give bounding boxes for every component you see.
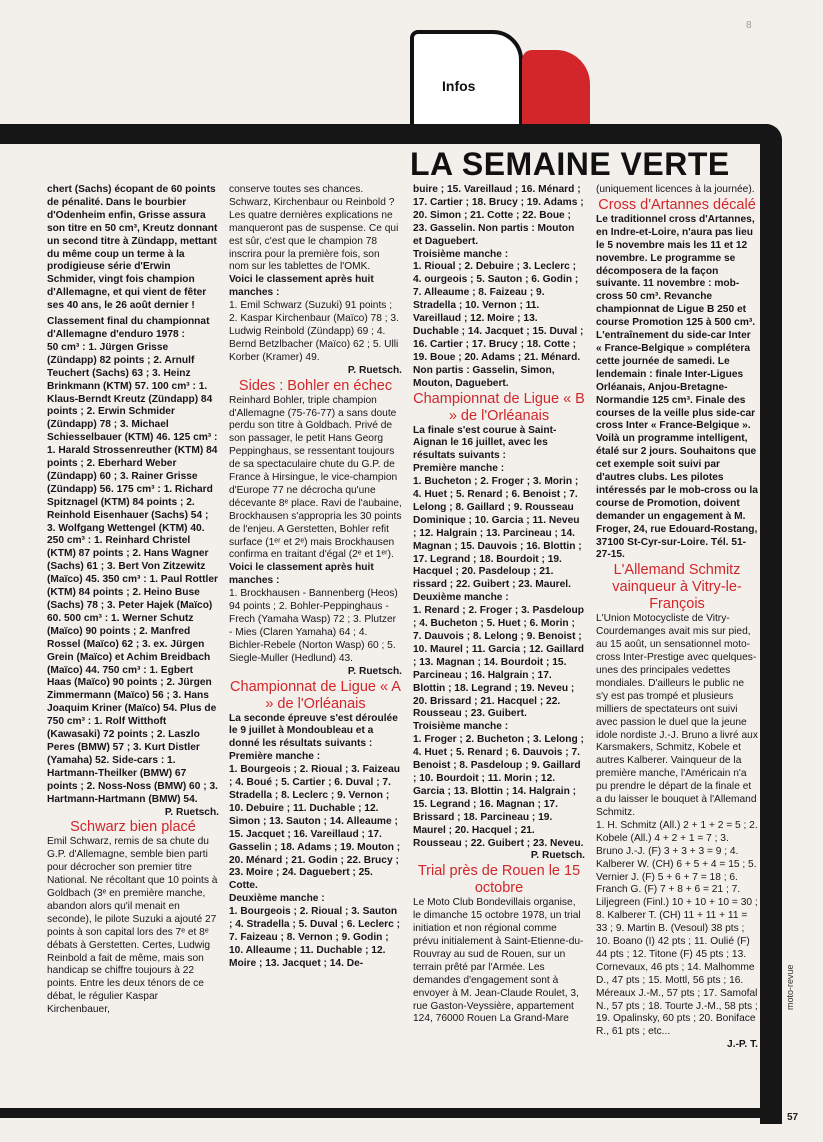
byline: P. Ruetsch. <box>530 850 585 862</box>
column-3 <box>413 184 585 1104</box>
article-text: Emil Schwarz, remis de sa chute du G.P. d'Allemagne, semble bien parti pour décrocher son premier titre National. Ne récoltant que 10 points à Goldbach (3ᵉ en première manche, abandon alors qu'il menait en seconde), le pilote Suzuki a ajouté 27 points à son capital lors des 7ᵉ et 8ᵉ débats à Gerstetten. Certes, Ludwig Reinbold a fait de même, mais son handicap se chiffre toujours à 22 points. Entre les deux ténors de ce débat, le régulier Kaspar Kirchenbauer, <box>47 836 218 1016</box>
article-text: conserve toutes ses chances. Schwarz, Kirchenbaur ou Reinbold ? Les quatre dernières explications ne manqueront pas de suspense. Ce qui est sûr, c'est que le champion 78 inscrira pour la première fois, son nom sur les tablettes de l'OMK. <box>229 184 399 273</box>
article-heading: Schwarz bien placé <box>70 819 196 836</box>
magazine-side-caption: moto-revue <box>785 964 795 1010</box>
article-heading: Championnat de Ligue « B » de l'Orléanais <box>413 390 585 424</box>
column-4 <box>596 184 758 1104</box>
page-number: 57 <box>787 1112 799 1123</box>
right-border-bar <box>760 124 782 1124</box>
results-list: 1. H. Schmitz (All.) 2 + 1 + 2 = 5 ; 2. Kobele (All.) 4 + 2 + 1 = 7 ; 3. Bruno J.-J. (F) 3 + 3 + 3 = 9 ; 4. Kalberer W. (CH) 6 + 5 + 4 = 15 ; 5. Vernier J. (F) 5 + 6 + 7 = 18 ; 6. Franch G. (F) 7 + 8 + 6 = 21 ; 7. Liljegreen (Finl.) 10 + 10 + 10 = 30 ; 8. Kalberer T. (CH) 11 + 11 + 11 = 33 ; 9. Martin B. (Vesoul) 38 pts ; 10. Boano (I) 42 pts ; 11. Oulié (F) 44 pts ; 12. Titone (F) 45 pts ; 13. Cornevaux, 46 pts ; 14. Malhomme D., 47 pts ; 15. Mottl, 56 pts ; 16. Méreaux J.-M., 57 pts ; 17. Samofal N., 57 pts ; 18. Tourte J.-M., 58 pts ; 19. Opalinsky, 60 pts ; 20. Boniface R., 61 pts ; etc... <box>596 819 758 1038</box>
byline: P. Ruetsch. <box>347 364 402 376</box>
results-list: buire ; 15. Vareillaud ; 16. Ménard ; 17. Cartier ; 18. Brucy ; 19. Adams ; 20. Simon ; 21. Cotte ; 22. Boue ; 23. Gasselin. Non partis : Mouton et Daguebert. <box>413 184 584 247</box>
results-list: 1. Brockhausen - Bannenberg (Heos) 94 points ; 2. Bohler-Peppinghaus - Frech (Yamaha Wasp) 72 ; 3. Plutzer - Mies (Claren Yamaha) 64 ; 4. Bichler-Rebele (Norton Wasp) 60 ; 5. Siegle-Muller (Hedlund) 43. <box>229 588 398 664</box>
results-heading: Première manche : <box>413 463 505 475</box>
results-list: 1. Emil Schwarz (Suzuki) 91 points ; 2. Kaspar Kirchenbaur (Maïco) 78 ; 3. Ludwig Reinbold (Zündapp) 69 ; 4. Bernd Betzlbacher (Maïco) 62 ; 5. Ulli Korber (Kramer) 49. <box>229 300 399 363</box>
byline: J.-P. T. <box>727 1039 758 1051</box>
results-heading: Deuxième manche : <box>413 592 509 604</box>
results-heading: Première manche : <box>229 751 321 763</box>
article-text: Le traditionnel cross d'Artannes, en Indre-et-Loire, n'aura pas lieu le 5 novembre mais les 11 et 12 novembre. Le programme se décomposera de la façon suivante. 11 novembre : mob-cross 50 cm³. Revanche championnat de Ligue B 250 et course Promotion 125 à 500 cm³. L'entraînement du side-car Inter « France-Belgique » complétera cette journée de samedi. Le lendemain : finale Inter-Ligues Orléanais, Anjou-Bretagne-Normandie 125 cm³. Finale des courses de la veille plus side-car cross Inter « France-Belgique ». Voilà un programme intelligent, étalé sur 2 jours. Souhaitons que cet exemple soit suivi par d'autres clubs. Les pilotes intéressés par le mob-cross ou la course de Promotion, doivent demander un engagement à M. Froger, 24, rue Edouard-Rostang, 37100 St-Cyr-sur-Loire. Tél. 51-27-15. <box>596 213 758 561</box>
article-text: Reinhard Bohler, triple champion d'Allemagne (75-76-77) a sans doute perdu son titre à Goldbach. Privé de son passager, le petit Hans Georg Peppinghaus, se ressentant toujours de sa spectaculaire chute du G.P. de France à Hirsingue, le vice-champion d'Europe 77 ne décrocha qu'une décevante 8ᵉ place. Ravi de l'aubaine, Brockhausen s'appropria les 30 points de l'enjeu. A Gerstetten, Bohler refit surface (1ᵉʳ et 2ᵉ) mais Brockhausen confirma en traitant d'égal (2ᵉ et 1ᵉʳ). <box>229 394 402 561</box>
article-text: (uniquement licences à la journée). <box>596 184 755 195</box>
byline: P. Ruetsch. <box>347 665 402 677</box>
column-2 <box>229 184 402 1104</box>
results-heading: Troisième manche : <box>413 721 509 733</box>
article-text: L'Union Motocycliste de Vitry-Courdemanges avait mis sur pied, au 15 août, un sensationnel moto-cross Inter-Prestige avec quelques-unes des principales vedettes mondiales. D'ailleurs le public ne s'y est pas trompé et plusieurs milliers de spectateurs ont suivi avec passion le duel que la jeune idole nordiste J.-J. Bruno a livré aux Karsmakers, Schmitz, Kobele et autres Kalberer. Vainqueur de la première manche, l'Américain n'a pu prendre le départ de la finale et a du laisser le bouquet à l'Allemand Schmitz. <box>596 613 758 818</box>
results-list: 1. Renard ; 2. Froger ; 3. Pasdeloup ; 4. Bucheton ; 5. Huet ; 6. Morin ; 7. Dauvois ; 8. Lelong ; 9. Benoist ; 10. Maurel ; 11. Garcia ; 12. Gaillard ; 13. Magnan ; 14. Bourdoit ; 15. Parcineau ; 16. Halgrain ; 17. Blottin ; 18. Legrand ; 19. Neveu ; 20. Brissard ; 21. Hacquel ; 22. Rousseau ; 23. Guibert. <box>413 605 585 720</box>
column-1 <box>47 184 219 1104</box>
results-list: 1. Rioual ; 2. Debuire ; 3. Leclerc ; 4. ourgeois ; 5. Sauton ; 6. Godin ; 7. Alleaume ; 8. Faizeau ; 9. Stradella ; 10. Vernon ; 11. Vareillaud ; 12. Moire ; 13. Duchable ; 14. Jacquet ; 15. Duval ; 16. Cartier ; 17. Brucy ; 18. Cotte ; 19. Boue ; 20. Adams ; 21. Ménard. Non partis : Gasselin, Simon, Mouton, Daguebert. <box>413 261 584 389</box>
results-heading: Classement final du championnat d'Allemagne d'enduro 1978 : <box>47 316 210 340</box>
article-heading: Trial près de Rouen le 15 octobre <box>417 863 581 897</box>
results-heading: Voici le classement après huit manches : <box>229 274 374 299</box>
byline: P. Ruetsch. <box>164 806 219 818</box>
article-text: chert (Sachs) écopant de 60 points de pénalité. Dans le bourbier d'Odenheim enfin, Grisse assura son titre en 50 cm³, Kreutz donnant un second titre à Zündapp, mettant du même coup un terme à la prodigieuse série d'Erwin Schmider, vingt fois champion d'Allemagne, et qui vient de fêter ses 40 ans, le 26 août dernier ! <box>47 184 218 312</box>
header-banner <box>0 124 780 144</box>
results-heading: Voici le classement après huit manches : <box>229 562 374 587</box>
logo-r-block <box>522 50 590 132</box>
article-heading: Sides : Bohler en échec <box>238 377 393 394</box>
article-heading: L'Allemand Schmitz vainqueur à Vitry-le-François <box>612 562 742 613</box>
results-heading: Troisième manche : <box>413 248 509 260</box>
article-text: La finale s'est courue à Saint-Aignan le 16 juillet, avec les résultats suivants : <box>413 424 557 462</box>
results-list: 50 cm³ : 1. Jürgen Grisse (Zündapp) 82 points ; 2. Arnulf Teuchert (Sachs) 63 ; 3. Heinz Brinkmann (KTM) 57. 100 cm³ : 1. Klaus-Berndt Kreutz (Zündapp) 84 points ; 2. Erwin Schmider (Zündapp) 78 ; 3. Michael Schiesselbauer (KTM) 46. 125 cm³ : 1. Harald Strossenreuther (KTM) 84 points ; 2. Eberhard Weber (Zündapp) 60 ; 3. Rainer Grisse (Zündapp) 56. 175 cm³ : 1. Richard Spitznagel (KTM) 84 points ; 2. Reinhold Eisenhauer (Sachs) 54 ; 3. Wolfgang Wettengel (KTM) 40. 250 cm³ : 1. Reinhard Christel (KTM) 87 points ; 2. Hans Wagner (Sachs) 61 ; 3. Bert Von Zitzewitz (Maïco) 45. 350 cm³ : 1. Paul Rottler (KTM) 84 points ; 2. Heino Buse (Sachs) 78 ; 3. Peter Hajek (Maïco) 60. 500 cm³ : 1. Werner Schutz (Maïco) 90 points ; 2. Manfred Rossel (Maïco) 62 ; 3. ex. Jürgen Grein (Maïco) et Achim Breidbach (Maïco) 44. 750 cm³ : 1. Egbert Haas (Maïco) 90 points ; 2. Jürgen Zimmermann (Maïco) 56 ; 3. Hans Joaquim Kriner (Maïco) 54. Plus de 750 cm³ : 1. Rolf Witthoft (Kawasaki) 72 points ; 2. Laszlo Peres (BMW) 57 ; 3. Kurt Distler (Yamaha) 52. Side-cars : 1. Hartmann-Theilker (BMW) 67 points ; 2. Noss-Noss (BMW) 60 ; 3. Hartmann-Hartmann (BMW) 54. <box>47 341 218 805</box>
bottom-border-bar <box>0 1108 782 1118</box>
results-list: 1. Bucheton ; 2. Froger ; 3. Morin ; 4. Huet ; 5. Renard ; 6. Benoist ; 7. Lelong ; 8. Gaillard ; 9. Rousseau Dominique ; 10. Garcia ; 11. Neveu ; 12. Halgrain ; 13. Parcineau ; 14. Magnan ; 15. Dauvois ; 16. Blottin ; 17. Legrand ; 18. Bourdoit ; 19. Hacquel ; 20. Pasdeloup ; 21. rissard ; 22. Guibert ; 23. Maurel. <box>413 476 582 591</box>
results-heading: Deuxième manche : <box>229 893 325 905</box>
page-corner-mark: 8 <box>746 20 752 31</box>
results-list: 1. Bourgeois ; 2. Rioual ; 3. Sauton ; 4. Stradella ; 5. Duval ; 6. Leclerc ; 7. Faizeau ; 8. Vernon ; 9. Godin ; 10. Alleaume ; 11. Duchable ; 12. Moire ; 13. Jacquet ; 14. De- <box>229 906 400 969</box>
article-text: Le Moto Club Bondevillais organise, le dimanche 15 octobre 1978, un trial initiation et non régional comme prévu initialement à Saint-Etienne-du-Rouvray au sud de Rouen, sur un terrain prêté par l'Armée. Les demandes d'engagement sont à envoyer à M. Jean-Claude Roulet, 3, rue Gaston-Veyssière, appartement 124, 76000 Rouen La Grand-Mare <box>413 897 584 1025</box>
article-heading: Cross d'Artannes décalé <box>598 196 756 213</box>
logo-infos-label: Infos <box>442 78 476 94</box>
article-text: La seconde épreuve s'est déroulée le 9 juillet à Mondoubleau et a donné les résultats suivants : <box>229 712 398 750</box>
article-heading: Championnat de Ligue « A » de l'Orléanais <box>230 678 401 712</box>
results-list: 1. Bourgeois ; 2. Rioual ; 3. Faizeau ; 4. Boué ; 5. Cartier ; 6. Duval ; 7. Stradella ; 8. Leclerc ; 9. Vernon ; 10. Debuire ; 11. Duchable ; 12. Simon ; 13. Sauton ; 14. Alleaume ; 15. Jacquet ; 16. Vareillaud ; 17. Gasselin ; 18. Adams ; 19. Mouton ; 20. Ménard ; 21. Godin ; 22. Brucy ; 23. Moire ; 24. Daguebert ; 25. Cotte. <box>229 764 401 892</box>
section-title: LA SEMAINE VERTE <box>410 146 730 182</box>
results-list: 1. Froger ; 2. Bucheton ; 3. Lelong ; 4. Huet ; 5. Renard ; 6. Dauvois ; 7. Benoist ; 8. Pasdeloup ; 9. Gaillard ; 10. Bourdoit ; 11. Morin ; 12. Garcia ; 13. Blottin ; 14. Halgrain ; 15. Legrand ; 16. Magnan ; 17. Brissard ; 18. Parcineau ; 19. Maurel ; 20. Hacquel ; 21. Rousseau ; 22. Guibert ; 23. Neveu. <box>413 734 584 849</box>
